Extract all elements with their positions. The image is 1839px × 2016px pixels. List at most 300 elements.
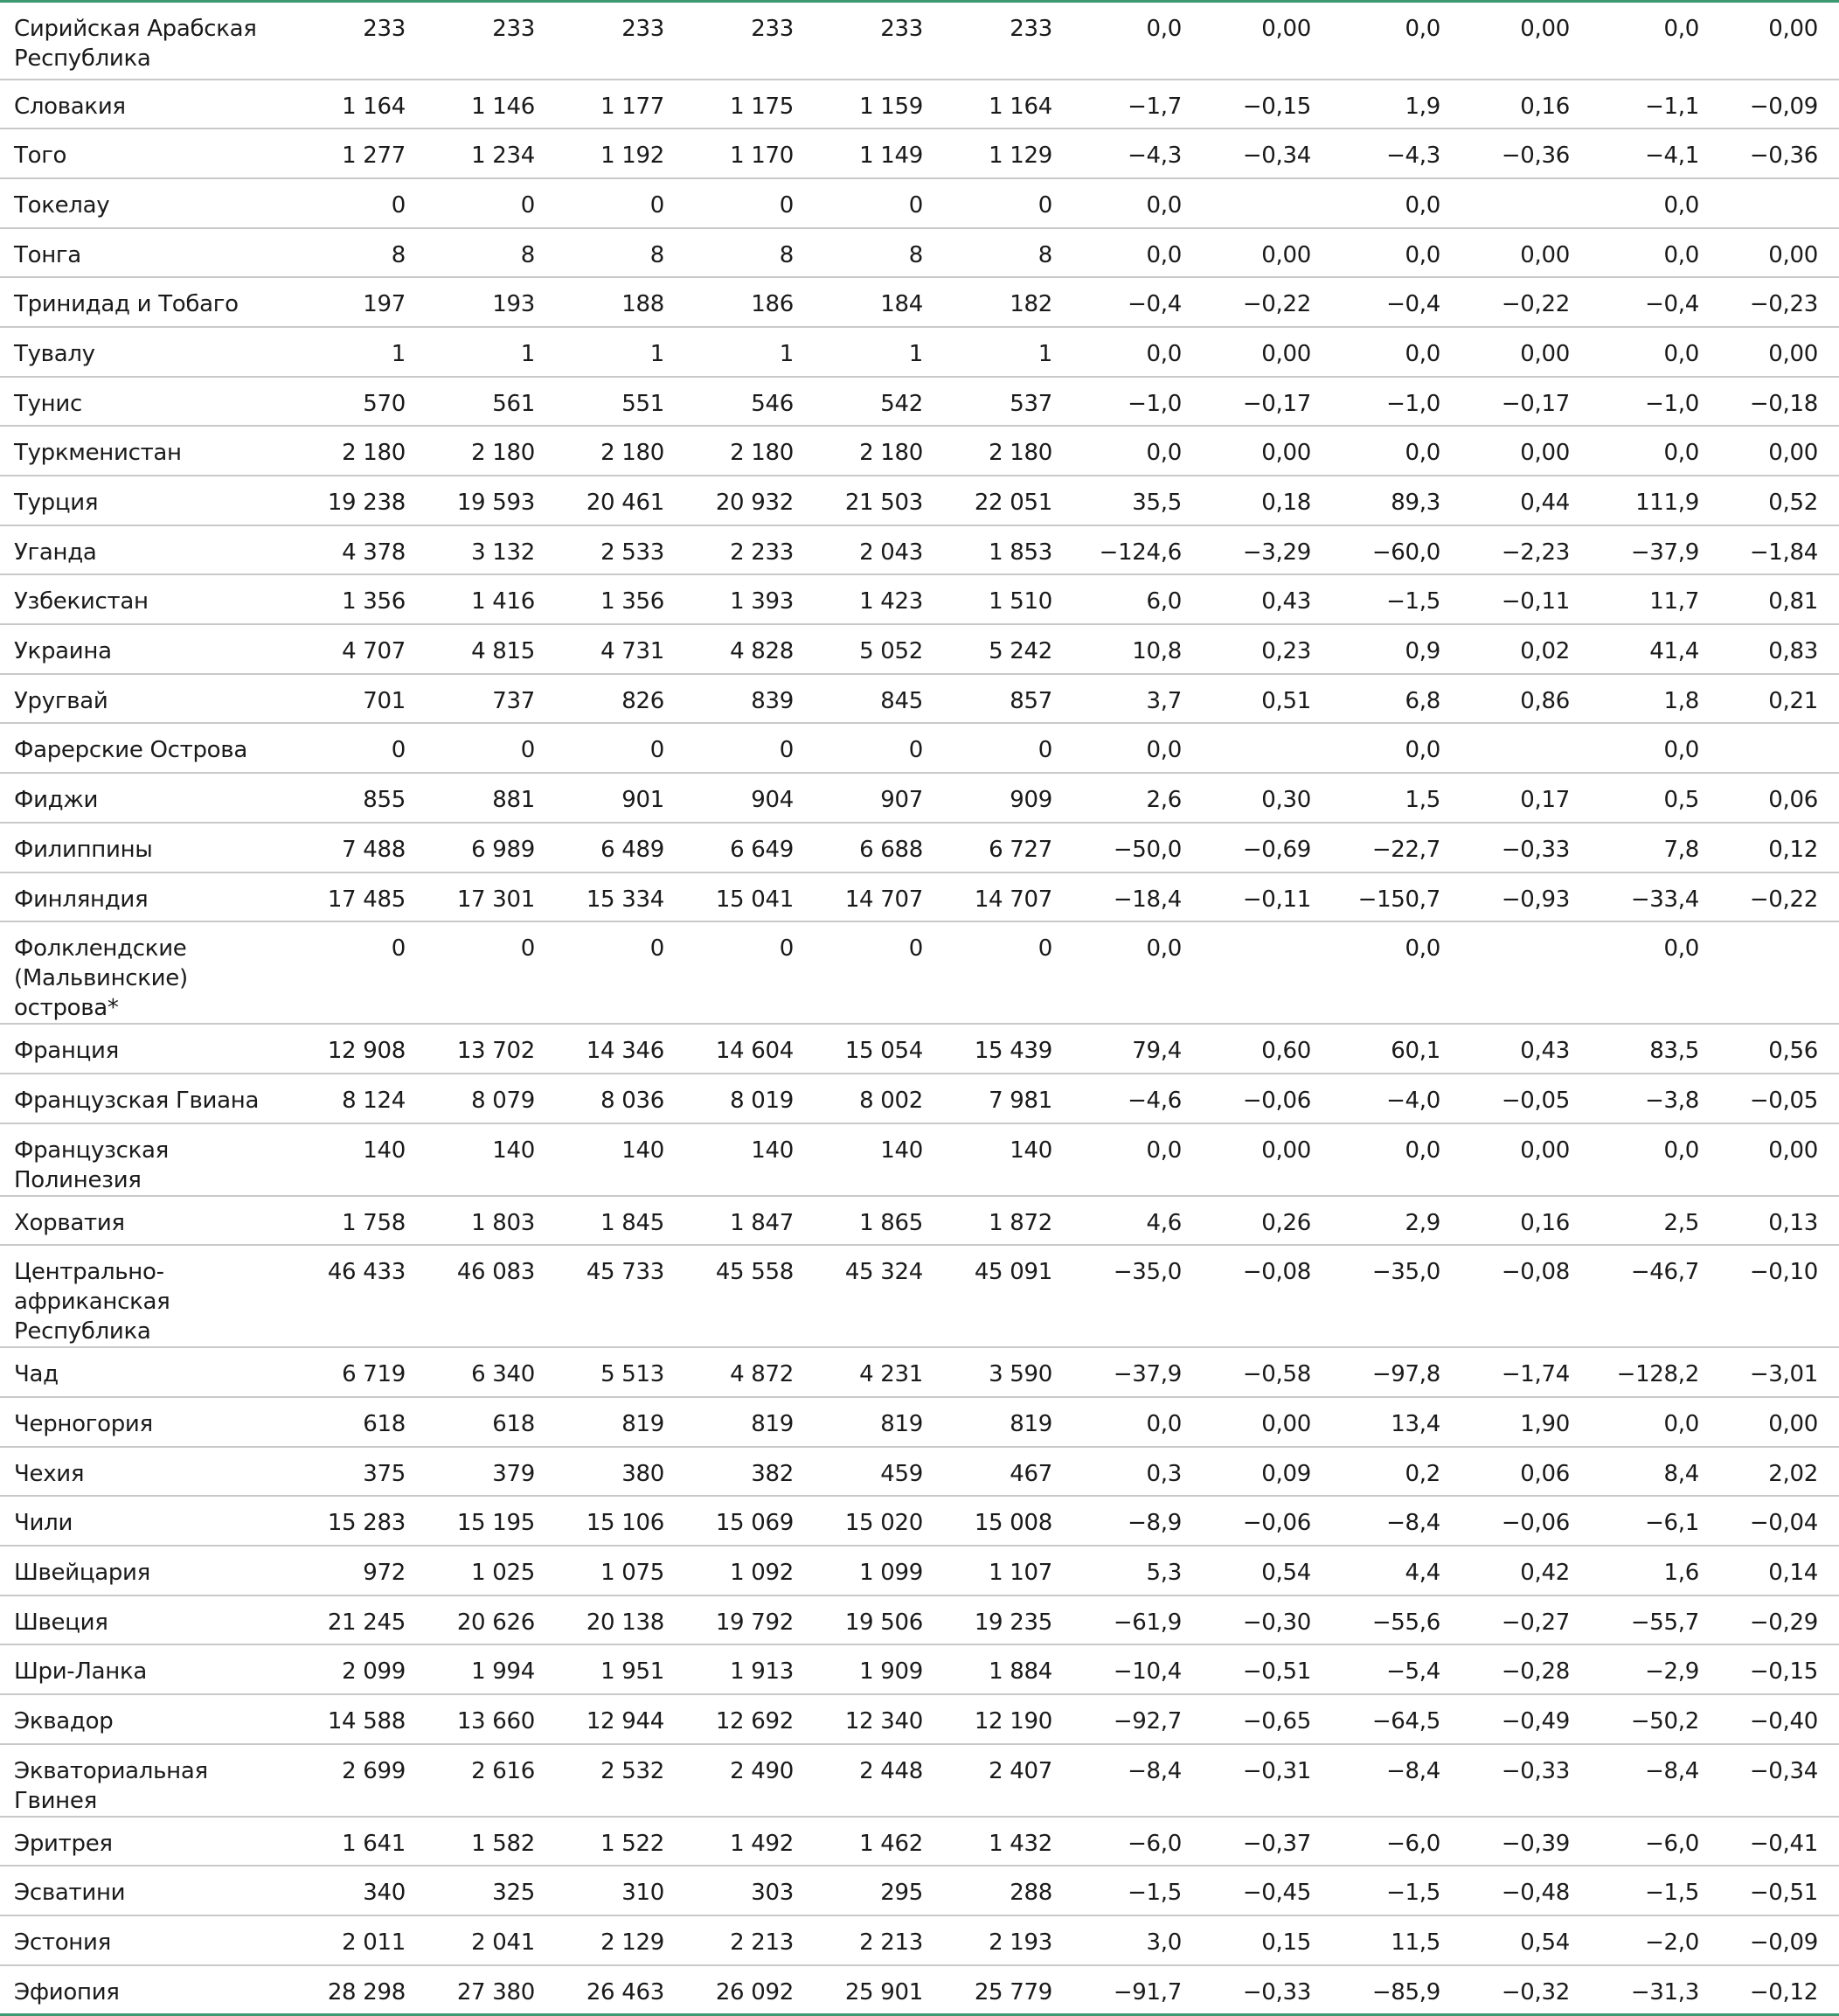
value-cell-col-3: 1 845 bbox=[600, 1209, 664, 1236]
value-cell-col-5: 233 bbox=[880, 16, 923, 42]
value-cell-col-1: 618 bbox=[363, 1410, 406, 1437]
country-name-cell: Турция bbox=[14, 490, 99, 516]
value-cell-col-8: −0,08 bbox=[1242, 1259, 1311, 1286]
value-cell-col-2: 20 626 bbox=[456, 1609, 535, 1636]
value-cell-col-11: 7,8 bbox=[1663, 836, 1699, 863]
value-cell-col-6: 8 bbox=[1037, 241, 1052, 268]
value-cell-col-6: 0 bbox=[1037, 737, 1052, 764]
value-cell-col-11: −31,3 bbox=[1630, 1978, 1699, 2006]
value-cell-col-5: 2 043 bbox=[859, 539, 923, 566]
value-cell-col-6: 0 bbox=[1037, 935, 1052, 963]
value-cell-col-11: 8,4 bbox=[1663, 1460, 1699, 1487]
value-cell-col-11: −1,1 bbox=[1645, 93, 1699, 120]
value-cell-col-12: 0,00 bbox=[1768, 1137, 1818, 1164]
value-cell-col-1: 28 298 bbox=[327, 1978, 406, 2006]
table-row bbox=[0, 1744, 1839, 1817]
value-cell-col-7: 0,0 bbox=[1146, 16, 1182, 42]
value-cell-col-8: 0,00 bbox=[1261, 1410, 1311, 1437]
value-cell-col-11: −6,0 bbox=[1645, 1830, 1699, 1857]
value-cell-col-8: 0,26 bbox=[1261, 1209, 1311, 1236]
country-name-cell: Французская Гвиана bbox=[14, 1087, 260, 1114]
value-cell-col-9: −22,7 bbox=[1371, 836, 1440, 863]
value-cell-col-3: 233 bbox=[621, 16, 664, 42]
value-cell-col-12: −1,84 bbox=[1749, 539, 1818, 566]
value-cell-col-4: 1 bbox=[779, 340, 794, 367]
value-cell-col-6: 1 bbox=[1037, 340, 1052, 367]
value-cell-col-6: 1 164 bbox=[989, 93, 1052, 120]
value-cell-col-9: 0,0 bbox=[1405, 935, 1440, 963]
value-cell-col-12: 0,81 bbox=[1768, 588, 1818, 615]
value-cell-col-4: 8 bbox=[779, 241, 794, 268]
value-cell-col-3: 12 944 bbox=[586, 1708, 664, 1735]
value-cell-col-4: 2 213 bbox=[730, 1929, 794, 1957]
value-cell-col-9: 0,2 bbox=[1405, 1460, 1440, 1487]
value-cell-col-10: −0,08 bbox=[1501, 1259, 1570, 1286]
value-cell-col-7: −0,4 bbox=[1128, 291, 1182, 318]
value-cell-col-2: 46 083 bbox=[456, 1259, 535, 1286]
value-cell-col-11: 1,6 bbox=[1663, 1560, 1699, 1586]
value-cell-col-4: 4 828 bbox=[730, 638, 794, 665]
value-cell-col-8: −3,29 bbox=[1242, 539, 1311, 566]
value-cell-col-5: 140 bbox=[880, 1137, 923, 1164]
value-cell-col-1: 1 641 bbox=[342, 1830, 406, 1857]
country-name-cell: Швейцария bbox=[14, 1560, 150, 1586]
value-cell-col-1: 19 238 bbox=[327, 490, 406, 516]
value-cell-col-11: 0,0 bbox=[1663, 340, 1699, 367]
value-cell-col-11: 0,0 bbox=[1663, 1410, 1699, 1437]
value-cell-col-1: 855 bbox=[363, 787, 406, 814]
value-cell-col-1: 340 bbox=[363, 1880, 406, 1907]
value-cell-col-9: −4,0 bbox=[1386, 1087, 1440, 1114]
value-cell-col-9: −0,4 bbox=[1386, 291, 1440, 318]
value-cell-col-12: −0,04 bbox=[1749, 1510, 1818, 1537]
value-cell-col-5: 459 bbox=[880, 1460, 923, 1487]
value-cell-col-2: 8 079 bbox=[471, 1087, 535, 1114]
value-cell-col-4: 15 069 bbox=[715, 1510, 794, 1537]
table-body bbox=[0, 2, 1839, 2015]
value-cell-col-4: 1 175 bbox=[730, 93, 794, 120]
value-cell-col-4: 0 bbox=[779, 935, 794, 963]
value-cell-col-5: 1 099 bbox=[859, 1560, 923, 1586]
value-cell-col-1: 14 588 bbox=[327, 1708, 406, 1735]
value-cell-col-3: 15 334 bbox=[586, 886, 664, 913]
value-cell-col-5: 14 707 bbox=[844, 886, 923, 913]
value-cell-col-4: 1 913 bbox=[730, 1658, 794, 1686]
value-cell-col-7: −18,4 bbox=[1113, 886, 1182, 913]
value-cell-col-5: 6 688 bbox=[859, 836, 923, 863]
table-row bbox=[0, 872, 1839, 922]
value-cell-col-2: 1 bbox=[520, 340, 535, 367]
country-name-cell: Тувалу bbox=[14, 340, 95, 367]
value-cell-col-11: −6,1 bbox=[1645, 1510, 1699, 1537]
value-cell-col-12: −0,09 bbox=[1749, 1929, 1818, 1957]
value-cell-col-8: 0,15 bbox=[1261, 1929, 1311, 1957]
value-cell-col-10 bbox=[1461, 921, 1591, 1024]
value-cell-col-8: −0,31 bbox=[1242, 1757, 1311, 1784]
table-row bbox=[0, 1397, 1839, 1447]
value-cell-col-11: −55,7 bbox=[1630, 1609, 1699, 1636]
value-cell-col-3: 26 463 bbox=[586, 1978, 664, 2006]
value-cell-col-7: 0,0 bbox=[1146, 935, 1182, 963]
value-cell-col-1: 375 bbox=[363, 1460, 406, 1487]
value-cell-col-7: 35,5 bbox=[1132, 490, 1182, 516]
value-cell-col-6: 0 bbox=[1037, 191, 1052, 219]
value-cell-col-8: 0,60 bbox=[1261, 1038, 1311, 1065]
value-cell-col-6: 14 707 bbox=[974, 886, 1052, 913]
value-cell-col-4: 382 bbox=[751, 1460, 794, 1487]
value-cell-col-1: 1 164 bbox=[342, 93, 406, 120]
value-cell-col-5: 1 423 bbox=[859, 588, 923, 615]
value-cell-col-2: 1 582 bbox=[471, 1830, 535, 1857]
value-cell-col-11: −0,4 bbox=[1645, 291, 1699, 318]
value-cell-col-10: 0,06 bbox=[1520, 1460, 1570, 1487]
value-cell-col-11: 0,0 bbox=[1663, 241, 1699, 268]
value-cell-col-11: −2,9 bbox=[1645, 1658, 1699, 1686]
value-cell-col-8: −0,34 bbox=[1242, 143, 1311, 170]
value-cell-col-7: 0,0 bbox=[1146, 340, 1182, 367]
value-cell-col-4: 2 233 bbox=[730, 539, 794, 566]
value-cell-col-8: −0,45 bbox=[1242, 1880, 1311, 1907]
table-row bbox=[0, 1447, 1839, 1497]
value-cell-col-8: 0,30 bbox=[1261, 787, 1311, 814]
value-cell-col-4: 186 bbox=[751, 291, 794, 318]
country-name-cell: Центрально-африканская Республика bbox=[14, 1259, 170, 1345]
value-cell-col-4: 4 872 bbox=[730, 1361, 794, 1388]
value-cell-col-4: 839 bbox=[751, 687, 794, 714]
value-cell-col-3: 310 bbox=[621, 1880, 664, 1907]
value-cell-col-6: 1 107 bbox=[989, 1560, 1052, 1586]
value-cell-col-11: 1,8 bbox=[1663, 687, 1699, 714]
value-cell-col-9: −6,0 bbox=[1386, 1830, 1440, 1857]
value-cell-col-8 bbox=[1203, 723, 1332, 773]
table-row bbox=[0, 1074, 1839, 1123]
value-cell-col-6: 15 439 bbox=[974, 1038, 1052, 1065]
value-cell-col-5: 1 865 bbox=[859, 1209, 923, 1236]
value-cell-col-2: 6 989 bbox=[471, 836, 535, 863]
value-cell-col-9: 1,9 bbox=[1405, 93, 1440, 120]
value-cell-col-10: 0,16 bbox=[1520, 1209, 1570, 1236]
table-row bbox=[0, 178, 1839, 228]
value-cell-col-2: 561 bbox=[492, 390, 535, 417]
table-row bbox=[0, 921, 1839, 1024]
country-name-cell: Эсватини bbox=[14, 1880, 126, 1907]
value-cell-col-3: 551 bbox=[621, 390, 664, 417]
value-cell-col-9: 0,0 bbox=[1405, 241, 1440, 268]
value-cell-col-6: 288 bbox=[1010, 1880, 1052, 1907]
value-cell-col-9: −64,5 bbox=[1371, 1708, 1440, 1735]
table-row bbox=[0, 80, 1839, 129]
value-cell-col-10: 0,00 bbox=[1520, 241, 1570, 268]
table-row bbox=[0, 377, 1839, 427]
value-cell-col-12: −0,09 bbox=[1749, 93, 1818, 120]
value-cell-col-5: 0 bbox=[908, 191, 923, 219]
value-cell-col-7: 0,0 bbox=[1146, 1137, 1182, 1164]
value-cell-col-7: −50,0 bbox=[1113, 836, 1182, 863]
value-cell-col-6: 3 590 bbox=[989, 1361, 1052, 1388]
value-cell-col-12 bbox=[1720, 178, 1839, 228]
value-cell-col-1: 972 bbox=[363, 1560, 406, 1586]
value-cell-col-5: 25 901 bbox=[844, 1978, 923, 2006]
value-cell-col-12: −0,41 bbox=[1749, 1830, 1818, 1857]
value-cell-col-10: 0,43 bbox=[1520, 1038, 1570, 1065]
value-cell-col-11: 0,0 bbox=[1663, 191, 1699, 219]
value-cell-col-4: 233 bbox=[751, 16, 794, 42]
value-cell-col-10: −0,05 bbox=[1501, 1087, 1570, 1114]
value-cell-col-12: −0,51 bbox=[1749, 1880, 1818, 1907]
country-name-cell: Франция bbox=[14, 1038, 119, 1065]
value-cell-col-6: 182 bbox=[1010, 291, 1052, 318]
value-cell-col-3: 20 138 bbox=[586, 1609, 664, 1636]
value-cell-col-6: 25 779 bbox=[974, 1978, 1052, 2006]
country-name-cell: Эритрея bbox=[14, 1830, 113, 1857]
value-cell-col-7: 0,3 bbox=[1146, 1460, 1182, 1487]
table-row bbox=[0, 327, 1839, 377]
value-cell-col-7: 0,0 bbox=[1146, 191, 1182, 219]
value-cell-col-4: 15 041 bbox=[715, 886, 794, 913]
value-cell-col-11: −37,9 bbox=[1630, 539, 1699, 566]
value-cell-col-7: −92,7 bbox=[1113, 1708, 1182, 1735]
value-cell-col-3: 819 bbox=[621, 1410, 664, 1437]
country-name-cell: Швеция bbox=[14, 1609, 108, 1636]
table-row bbox=[0, 2, 1839, 80]
value-cell-col-4: 546 bbox=[751, 390, 794, 417]
value-cell-col-8: −0,11 bbox=[1242, 886, 1311, 913]
value-cell-col-3: 826 bbox=[621, 687, 664, 714]
value-cell-col-5: 0 bbox=[908, 737, 923, 764]
value-cell-col-2: 233 bbox=[492, 16, 535, 42]
table-row bbox=[0, 674, 1839, 724]
value-cell-col-2: 1 234 bbox=[471, 143, 535, 170]
value-cell-col-5: 4 231 bbox=[859, 1361, 923, 1388]
value-cell-col-6: 5 242 bbox=[989, 638, 1052, 665]
value-cell-col-3: 2 533 bbox=[600, 539, 664, 566]
value-cell-col-6: 140 bbox=[1010, 1137, 1052, 1164]
value-cell-col-11: −50,2 bbox=[1630, 1708, 1699, 1735]
value-cell-col-3: 0 bbox=[649, 191, 664, 219]
value-cell-col-1: 4 378 bbox=[342, 539, 406, 566]
value-cell-col-10: −0,11 bbox=[1501, 588, 1570, 615]
value-cell-col-9: −8,4 bbox=[1386, 1757, 1440, 1784]
value-cell-col-8: 0,00 bbox=[1261, 1137, 1311, 1164]
value-cell-col-7: 0,0 bbox=[1146, 440, 1182, 467]
value-cell-col-11: 2,5 bbox=[1663, 1209, 1699, 1236]
value-cell-col-10: 0,00 bbox=[1520, 440, 1570, 467]
value-cell-col-4: 12 692 bbox=[715, 1708, 794, 1735]
value-cell-col-10: 0,17 bbox=[1520, 787, 1570, 814]
country-name-cell: Эфиопия bbox=[14, 1978, 120, 2006]
value-cell-col-9: 0,0 bbox=[1405, 191, 1440, 219]
value-cell-col-10: −0,32 bbox=[1501, 1978, 1570, 2006]
value-cell-col-6: 19 235 bbox=[974, 1609, 1052, 1636]
value-cell-col-1: 4 707 bbox=[342, 638, 406, 665]
value-cell-col-5: 819 bbox=[880, 1410, 923, 1437]
country-name-cell: Хорватия bbox=[14, 1209, 125, 1236]
value-cell-col-1: 15 283 bbox=[327, 1510, 406, 1537]
value-cell-col-8: −0,22 bbox=[1242, 291, 1311, 318]
value-cell-col-2: 2 616 bbox=[471, 1757, 535, 1784]
value-cell-col-7: 6,0 bbox=[1146, 588, 1182, 615]
value-cell-col-3: 188 bbox=[621, 291, 664, 318]
value-cell-col-8: 0,18 bbox=[1261, 490, 1311, 516]
value-cell-col-1: 8 bbox=[391, 241, 406, 268]
value-cell-col-7: 79,4 bbox=[1132, 1038, 1182, 1065]
value-cell-col-3: 8 036 bbox=[600, 1087, 664, 1114]
value-cell-col-5: 0 bbox=[908, 935, 923, 963]
value-cell-col-10: −0,22 bbox=[1501, 291, 1570, 318]
country-name-cell: Уганда bbox=[14, 539, 97, 566]
value-cell-col-11: 0,0 bbox=[1663, 440, 1699, 467]
value-cell-col-7: −61,9 bbox=[1113, 1609, 1182, 1636]
table-row bbox=[0, 1866, 1839, 1915]
value-cell-col-8 bbox=[1203, 921, 1332, 1024]
value-cell-col-10: −0,33 bbox=[1501, 1757, 1570, 1784]
value-cell-col-4: 1 492 bbox=[730, 1830, 794, 1857]
value-cell-col-8: 0,00 bbox=[1261, 241, 1311, 268]
value-cell-col-9: 11,5 bbox=[1391, 1929, 1440, 1957]
value-cell-col-12: −3,01 bbox=[1749, 1361, 1818, 1388]
value-cell-col-10: 0,00 bbox=[1520, 340, 1570, 367]
value-cell-col-4: 140 bbox=[751, 1137, 794, 1164]
value-cell-col-6: 233 bbox=[1010, 16, 1052, 42]
value-cell-col-6: 12 190 bbox=[974, 1708, 1052, 1735]
value-cell-col-9: −1,5 bbox=[1386, 1880, 1440, 1907]
value-cell-col-5: 1 bbox=[908, 340, 923, 367]
value-cell-col-7: −1,5 bbox=[1128, 1880, 1182, 1907]
value-cell-col-9: −1,5 bbox=[1386, 588, 1440, 615]
value-cell-col-12: −0,40 bbox=[1749, 1708, 1818, 1735]
country-name-cell: Украина bbox=[14, 638, 112, 665]
value-cell-col-8: −0,33 bbox=[1242, 1978, 1311, 2006]
value-cell-col-10: −0,39 bbox=[1501, 1830, 1570, 1857]
value-cell-col-12: −0,18 bbox=[1749, 390, 1818, 417]
value-cell-col-2: 1 803 bbox=[471, 1209, 535, 1236]
value-cell-col-2: 1 025 bbox=[471, 1560, 535, 1586]
value-cell-col-9: 0,9 bbox=[1405, 638, 1440, 665]
value-cell-col-4: 303 bbox=[751, 1880, 794, 1907]
value-cell-col-9: −55,6 bbox=[1371, 1609, 1440, 1636]
value-cell-col-4: 0 bbox=[779, 191, 794, 219]
value-cell-col-9: −97,8 bbox=[1371, 1361, 1440, 1388]
value-cell-col-2: 140 bbox=[492, 1137, 535, 1164]
value-cell-col-2: 0 bbox=[520, 737, 535, 764]
value-cell-col-7: −1,7 bbox=[1128, 93, 1182, 120]
value-cell-col-2: 0 bbox=[520, 191, 535, 219]
value-cell-col-3: 6 489 bbox=[600, 836, 664, 863]
value-cell-col-1: 0 bbox=[391, 935, 406, 963]
value-cell-col-7: 4,6 bbox=[1146, 1209, 1182, 1236]
value-cell-col-2: 618 bbox=[492, 1410, 535, 1437]
value-cell-col-4: 6 649 bbox=[730, 836, 794, 863]
value-cell-col-2: 3 132 bbox=[471, 539, 535, 566]
value-cell-col-8: −0,17 bbox=[1242, 390, 1311, 417]
value-cell-col-11: 0,0 bbox=[1663, 1137, 1699, 1164]
value-cell-col-10: 0,54 bbox=[1520, 1929, 1570, 1957]
value-cell-col-4: 45 558 bbox=[715, 1259, 794, 1286]
value-cell-col-3: 2 129 bbox=[600, 1929, 664, 1957]
value-cell-col-4: 1 170 bbox=[730, 143, 794, 170]
value-cell-col-8: 0,54 bbox=[1261, 1560, 1311, 1586]
country-name-cell: Чехия bbox=[14, 1460, 85, 1487]
value-cell-col-4: 26 092 bbox=[715, 1978, 794, 2006]
value-cell-col-10: −0,27 bbox=[1501, 1609, 1570, 1636]
value-cell-col-1: 2 699 bbox=[342, 1757, 406, 1784]
value-cell-col-1: 1 356 bbox=[342, 588, 406, 615]
table-row bbox=[0, 1245, 1839, 1347]
country-name-cell: Сирийская Арабская Республика bbox=[14, 16, 257, 72]
value-cell-col-10: 0,02 bbox=[1520, 638, 1570, 665]
value-cell-col-12: 0,14 bbox=[1768, 1560, 1818, 1586]
value-cell-col-1: 233 bbox=[363, 16, 406, 42]
value-cell-col-12: 0,00 bbox=[1768, 16, 1818, 42]
value-cell-col-9: −60,0 bbox=[1371, 539, 1440, 566]
value-cell-col-1: 8 124 bbox=[342, 1087, 406, 1114]
value-cell-col-12: 0,52 bbox=[1768, 490, 1818, 516]
value-cell-col-9: −5,4 bbox=[1386, 1658, 1440, 1686]
value-cell-col-11: −128,2 bbox=[1616, 1361, 1699, 1388]
value-cell-col-8: −0,51 bbox=[1242, 1658, 1311, 1686]
value-cell-col-9: 2,9 bbox=[1405, 1209, 1440, 1236]
value-cell-col-2: 15 195 bbox=[456, 1510, 535, 1537]
value-cell-col-7: −10,4 bbox=[1113, 1658, 1182, 1686]
value-cell-col-12: 0,12 bbox=[1768, 836, 1818, 863]
value-cell-col-4: 2 490 bbox=[730, 1757, 794, 1784]
table-row bbox=[0, 1196, 1839, 1246]
value-cell-col-8: −0,06 bbox=[1242, 1087, 1311, 1114]
value-cell-col-11: 0,0 bbox=[1663, 935, 1699, 963]
value-cell-col-9: 1,5 bbox=[1405, 787, 1440, 814]
value-cell-col-9: 60,1 bbox=[1391, 1038, 1440, 1065]
value-cell-col-6: 857 bbox=[1010, 687, 1052, 714]
value-cell-col-9: 4,4 bbox=[1405, 1560, 1440, 1586]
table-row bbox=[0, 277, 1839, 327]
value-cell-col-12: −0,15 bbox=[1749, 1658, 1818, 1686]
value-cell-col-6: 7 981 bbox=[989, 1087, 1052, 1114]
value-cell-col-5: 542 bbox=[880, 390, 923, 417]
value-cell-col-10: −0,17 bbox=[1501, 390, 1570, 417]
value-cell-col-3: 15 106 bbox=[586, 1510, 664, 1537]
country-name-cell: Эстония bbox=[14, 1929, 111, 1957]
value-cell-col-8: −0,65 bbox=[1242, 1708, 1311, 1735]
value-cell-col-1: 140 bbox=[363, 1137, 406, 1164]
value-cell-col-10: −0,93 bbox=[1501, 886, 1570, 913]
value-cell-col-11: −8,4 bbox=[1645, 1757, 1699, 1784]
table-row bbox=[0, 1546, 1839, 1595]
country-name-cell: Словакия bbox=[14, 93, 126, 120]
value-cell-col-11: 0,0 bbox=[1663, 16, 1699, 42]
value-cell-col-9: 0,0 bbox=[1405, 440, 1440, 467]
value-cell-col-5: 5 052 bbox=[859, 638, 923, 665]
value-cell-col-6: 909 bbox=[1010, 787, 1052, 814]
value-cell-col-6: 2 180 bbox=[989, 440, 1052, 467]
country-name-cell: Фолклендские (Мальвинские) острова* bbox=[14, 935, 188, 1022]
value-cell-col-8: 0,00 bbox=[1261, 16, 1311, 42]
value-cell-col-3: 0 bbox=[649, 935, 664, 963]
value-cell-col-1: 0 bbox=[391, 737, 406, 764]
value-cell-col-7: −6,0 bbox=[1128, 1830, 1182, 1857]
value-cell-col-5: 15 020 bbox=[844, 1510, 923, 1537]
table-row bbox=[0, 823, 1839, 872]
country-name-cell: Тунис bbox=[14, 390, 82, 417]
value-cell-col-5: 2 180 bbox=[859, 440, 923, 467]
value-cell-col-11: −33,4 bbox=[1630, 886, 1699, 913]
value-cell-col-7: −124,6 bbox=[1099, 539, 1182, 566]
value-cell-col-2: 2 180 bbox=[471, 440, 535, 467]
value-cell-col-7: −1,0 bbox=[1128, 390, 1182, 417]
value-cell-col-7: −8,4 bbox=[1128, 1757, 1182, 1784]
value-cell-col-2: 379 bbox=[492, 1460, 535, 1487]
country-name-cell: Тонга bbox=[14, 241, 81, 268]
value-cell-col-11: −1,5 bbox=[1645, 1880, 1699, 1907]
